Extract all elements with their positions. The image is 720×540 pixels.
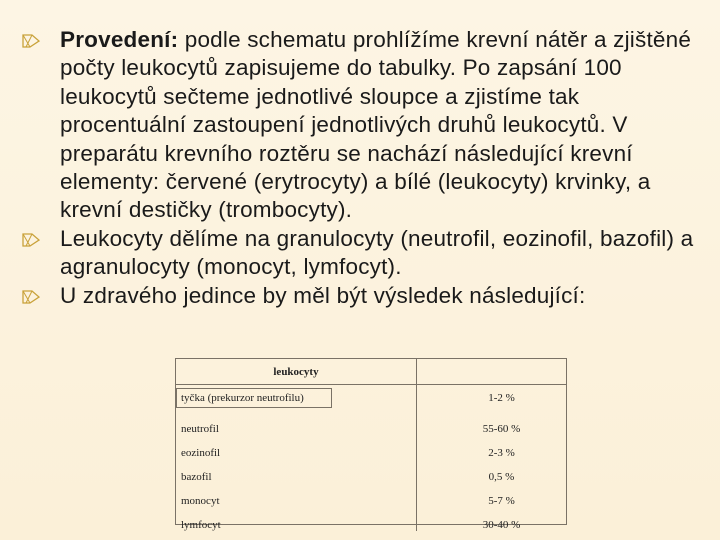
table-cell-name: lymfocyt — [176, 507, 417, 531]
hollow-diamond-bullet-icon — [20, 31, 42, 51]
bullet-item-leukocytes — [20, 225, 710, 282]
table-header: leukocyty — [176, 359, 417, 385]
table-cell-value: 5-7 % — [488, 495, 515, 507]
table-row — [176, 483, 566, 507]
table-cell-value: 30-40 % — [482, 519, 521, 531]
table-row — [176, 459, 566, 483]
hollow-diamond-bullet-icon — [20, 287, 42, 307]
bullet-list — [20, 26, 710, 310]
hollow-diamond-bullet-icon — [20, 230, 42, 250]
table-cell-name: bazofil — [176, 459, 417, 483]
leukocyte-table — [175, 358, 567, 531]
table-header-row — [176, 359, 566, 385]
table-cell-value: 0,5 % — [488, 471, 515, 483]
bullet-item-procedure — [20, 26, 710, 225]
table-row — [176, 507, 566, 531]
bullet-item-result — [20, 282, 710, 310]
table-cell-value: 2-3 % — [488, 447, 515, 459]
table-row — [176, 435, 566, 459]
table-cell-value: 55-60 % — [482, 423, 521, 435]
table-row — [176, 411, 566, 435]
table-cell-name: eozinofil — [176, 435, 417, 459]
bullet-text: podle schematu prohlížíme krevní nátěr a zjištěné počty leukocytů zapisujeme do tabulky. Po zapsání 100 leukocytů sečteme jednotlivé sloupce a zjistíme tak procentuální zastoupení jednotlivých druhů leukocytů. V preparátu krevního roztěru se nachází následující krevní elementy: červené (erytrocyty) a bílé (leukocyty) krvinky, a krevní destičky (trombocyty). — [60, 27, 692, 223]
bullet-lead: Provedení: — [60, 27, 179, 52]
bullet-text: U zdravého jedince by měl být výsledek následující: — [60, 282, 586, 308]
table-cell-value: 1-2 % — [488, 392, 515, 404]
table-row — [176, 385, 566, 412]
bullet-text: Leukocyty dělíme na granulocyty (neutrofil, eozinofil, bazofil) a agranulocyty (monocyt, lymfocyt). — [60, 225, 694, 280]
table-cell-name: monocyt — [176, 483, 417, 507]
table-cell-name: tyčka (prekurzor neutrofilu) — [176, 388, 332, 408]
table-cell-name: neutrofil — [176, 411, 417, 435]
